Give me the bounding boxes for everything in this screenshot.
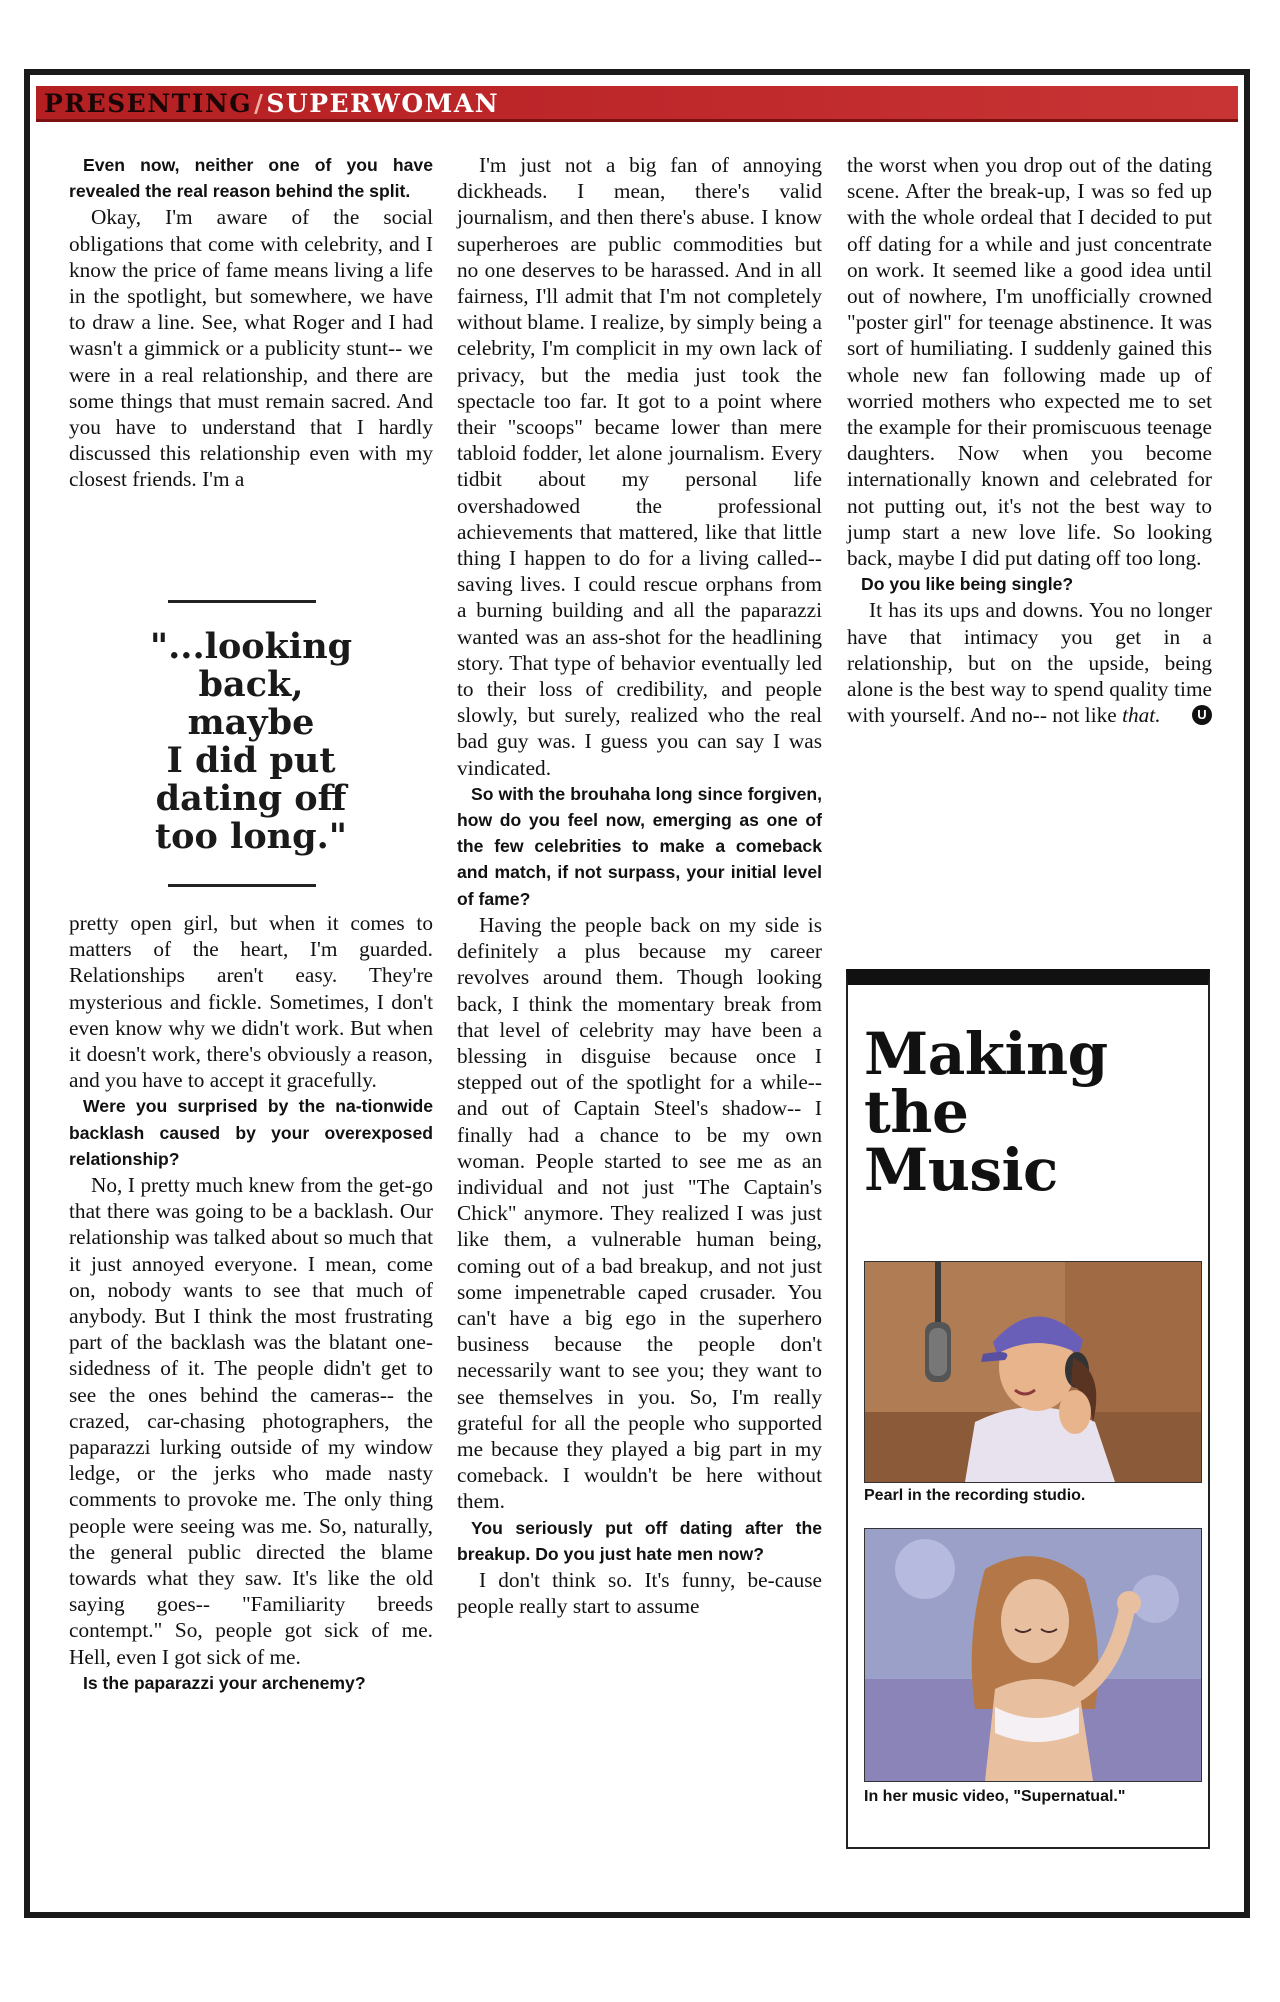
pull-quote-line: too long.": [154, 816, 348, 857]
column-2: [457, 152, 822, 1619]
answer-continued: the worst when you drop out of the dating scene. After the break-up, I was so fed up with the whole ordeal that I decided to put off dating for a while and just concentrate on work. It seemed like a good idea until out of nowhere, I'm unofficially crowned "poster girl" for teenage abstinence. It was sort of humiliating. I suddenly gained this whole new fan following made up of worried mothers who expected me to set the example for their promiscuous teenage daughters. Now when you become internationally known and celebrated for not putting out, it's not the best way to jump start a new love life. So looking back, maybe I did put dating off too long.: [847, 153, 1212, 571]
question: Do you like being single?: [861, 574, 1074, 595]
sidebar-title-line: Music: [864, 1136, 1058, 1204]
header-section-label: PRESENTING: [44, 89, 253, 118]
question: Were you surprised by the na-tionwide backlash caused by your overexposed relationship?: [69, 1096, 433, 1169]
pull-quote-rule-top: [168, 600, 316, 603]
answer-emphasis: that.: [1122, 703, 1161, 728]
sidebar-title-line: the: [864, 1078, 969, 1146]
pull-quote-line: maybe: [187, 702, 315, 743]
studio-illustration: [864, 1261, 1202, 1483]
end-mark-icon: U: [1192, 705, 1212, 725]
question: So with the brouhaha long since forgiven, how do you feel now, emerging as one of the few celebrities to make a comeback and match, if not surpass, your initial level of fame?: [457, 783, 822, 909]
sidebar-title-line: Making: [864, 1020, 1108, 1088]
header-title: SUPERWOMAN: [266, 89, 500, 118]
pull-quote: [88, 628, 414, 856]
answer-text: It has its ups and downs. You no longer have that intimacy you get in a relationship, but on the upside, being alone is the best way to spend quality time with yourself. And no-- not like: [847, 598, 1212, 728]
pull-quote-line: back,: [198, 664, 304, 705]
answer: I'm just not a big fan of annoying dickheads. I mean, there's valid journalism, and then there's abuse. I know superheroes are public commodities but no one deserves to be harassed. And in all fairness, I'll admit that I'm not completely without blame. I realize, by simply being a celebrity, I'm complicit in my own lack of privacy, but the media just took the spectacle too far. It got to a point where their "scoops" became lower than mere tabloid fodder, let alone journalism. Every tidbit about my personal life overshadowed the professional achievements that mattered, like that little thing I happen to do for a living called-- saving lives. I could rescue orphans from a burning building and all the paparazzi wanted was an ass-shot for the headlining story. That type of behavior eventually led to their loss of credibility, and people slowly, but surely, realized who the real bad guy was. I guess you can say I was vindicated.: [457, 153, 822, 780]
pull-quote-line: I did put: [166, 740, 336, 781]
music-video-illustration: [864, 1528, 1202, 1782]
answer-continued: pretty open girl, but when it comes to matters of the heart, I'm guarded. Relationships aren't easy. They're mysterious and fickle. Sometimes, I don't even know why we didn't work. But when it doesn't work, there's obviously a reason, and you have to accept it gracefully.: [69, 911, 433, 1093]
pull-quote-line: dating off: [155, 778, 347, 819]
question: Even now, neither one of you have revealed the real reason behind the split.: [69, 155, 433, 202]
answer: Having the people back on my side is definitely a plus because my career revolves around them. Though looking back, I think the momentary break from that level of celebrity may have been a blessing in disguise because once I stepped out of the spotlight for a while-- and out of Captain Steel's shadow-- I finally had a chance to be my own woman. People started to see me as an individual and not just "The Captain's Chick" anymore. They realized I was just like them, a vulnerable human being, coming out of a bad breakup, and not just some impenetrable caped crusader. You can't have a big ego in the superhero business because the people don't necessarily want to see you; they want to see themselves in you. So, I'm really grateful for all the people who supported me because they played a big part in my comeback. I wouldn't be here without them.: [457, 912, 822, 1514]
column-3: [847, 152, 1212, 728]
answer: I don't think so. It's funny, be-cause people really start to assume: [457, 1567, 822, 1619]
sidebar-title: [864, 1020, 1108, 1204]
sidebar-box: [846, 969, 1210, 1849]
pull-quote-rule-bottom: [168, 884, 316, 887]
question: Is the paparazzi your archenemy?: [83, 1672, 366, 1693]
column-1-bottom: [69, 910, 433, 1696]
pull-quote-line: "...looking: [149, 626, 353, 667]
caption-studio: Pearl in the recording studio.: [864, 1487, 1086, 1504]
header-separator: /: [254, 89, 265, 118]
question: You seriously put off dating after the breakup. Do you just hate men now?: [457, 1517, 822, 1564]
column-1-top: [69, 152, 433, 493]
answer: No, I pretty much knew from the get-go that there was going to be a backlash. Our relationship was talked about so much that it just annoyed everyone. I mean, come on, nobody wants to see that much of anybody. But I think the most frustrating part of the backlash was the blatant one-sidedness of it. The people didn't get to see the ones behind the cameras-- the crazed, car-chasing photographers, the paparazzi lurking outside of my window ledge, or the jerks who made nasty comments to provoke me. The only thing people were seeing was me. So, naturally, the general public directed the blame towards what they saw. It's like the old saying goes-- "Familiarity breeds contempt." So, people got sick of me. Hell, even I got sick of me.: [69, 1173, 433, 1669]
section-header: [36, 86, 1238, 122]
answer-final: [847, 597, 1212, 728]
caption-music-video: In her music video, "Supernatual.": [864, 1788, 1126, 1805]
answer: Okay, I'm aware of the social obligations that come with celebrity, and I know the price of fame means living a life in the spotlight, but somewhere, we have to draw a line. See, what Roger and I had wasn't a gimmick or a publicity stunt-- we were in a real relationship, and there are some things that must remain sacred. And you have to understand that I hardly discussed this relationship even with my closest friends. I'm a: [69, 205, 433, 492]
